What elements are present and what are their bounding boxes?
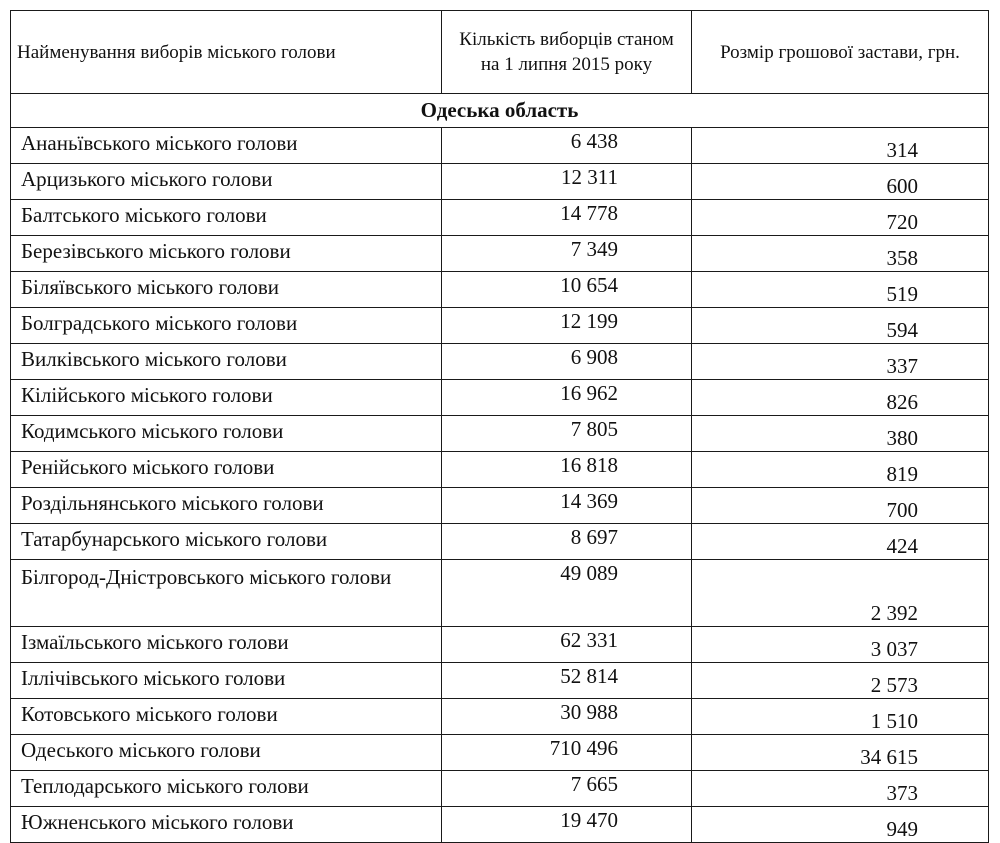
table-row [11,807,989,843]
election-name-cell: Балтського міського голови [11,200,442,236]
table-row [11,236,989,272]
deposit-amount-cell: 314 [692,128,989,164]
table-row [11,200,989,236]
deposit-amount-cell: 1 510 [692,699,989,735]
region-row [11,94,989,128]
table-row [11,524,989,560]
deposit-amount-cell: 380 [692,416,989,452]
table-row [11,699,989,735]
region-title: Одеська область [11,94,989,128]
table-row [11,452,989,488]
election-name-cell: Ізмаїльського міського голови [11,627,442,663]
deposit-amount-cell: 3 037 [692,627,989,663]
voters-count-cell: 710 496 [442,735,692,771]
deposit-amount-cell: 337 [692,344,989,380]
deposit-amount-cell: 2 573 [692,663,989,699]
voters-count-cell: 8 697 [442,524,692,560]
header-election-name: Найменування виборів міського голови [11,11,442,94]
table-row [11,308,989,344]
voters-count-cell: 7 805 [442,416,692,452]
election-name-cell: Котовського міського голови [11,699,442,735]
deposit-amount-cell: 826 [692,380,989,416]
election-name-cell: Іллічівського міського голови [11,663,442,699]
header-voters-count: Кількість виборців станом на 1 липня 2015 року [442,11,692,94]
table-row [11,128,989,164]
voters-count-cell: 19 470 [442,807,692,843]
table-row [11,663,989,699]
mayoral-elections-deposit-table [10,10,989,843]
election-name-cell: Білгород-Дністровського міського голови [11,560,442,627]
table-row [11,488,989,524]
table-row [11,164,989,200]
voters-count-cell: 16 962 [442,380,692,416]
voters-count-cell: 10 654 [442,272,692,308]
voters-count-cell: 16 818 [442,452,692,488]
voters-count-cell: 52 814 [442,663,692,699]
voters-count-cell: 12 199 [442,308,692,344]
deposit-amount-cell: 720 [692,200,989,236]
table-row [11,380,989,416]
deposit-amount-cell: 700 [692,488,989,524]
voters-count-cell: 7 349 [442,236,692,272]
deposit-amount-cell: 594 [692,308,989,344]
table-row [11,627,989,663]
election-name-cell: Роздільнянського міського голови [11,488,442,524]
table-row [11,272,989,308]
election-name-cell: Біляївського міського голови [11,272,442,308]
voters-count-cell: 62 331 [442,627,692,663]
deposit-amount-cell: 819 [692,452,989,488]
voters-count-cell: 14 778 [442,200,692,236]
voters-count-cell: 6 438 [442,128,692,164]
deposit-amount-cell: 358 [692,236,989,272]
election-name-cell: Кодимського міського голови [11,416,442,452]
election-name-cell: Болградського міського голови [11,308,442,344]
header-row [11,11,989,94]
deposit-amount-cell: 373 [692,771,989,807]
table-row [11,416,989,452]
voters-count-cell: 12 311 [442,164,692,200]
voters-count-cell: 30 988 [442,699,692,735]
voters-count-cell: 49 089 [442,560,692,627]
deposit-amount-cell: 34 615 [692,735,989,771]
election-name-cell: Вилківського міського голови [11,344,442,380]
table-row [11,560,989,627]
voters-count-cell: 14 369 [442,488,692,524]
election-name-cell: Южненського міського голови [11,807,442,843]
voters-count-cell: 7 665 [442,771,692,807]
election-name-cell: Ананьївського міського голови [11,128,442,164]
election-name-cell: Березівського міського голови [11,236,442,272]
deposit-amount-cell: 600 [692,164,989,200]
election-name-cell: Ренійського міського голови [11,452,442,488]
table-row [11,735,989,771]
deposit-amount-cell: 424 [692,524,989,560]
election-name-cell: Теплодарського міського голови [11,771,442,807]
election-name-cell: Одеського міського голови [11,735,442,771]
deposit-amount-cell: 949 [692,807,989,843]
table-row [11,344,989,380]
voters-count-cell: 6 908 [442,344,692,380]
deposit-amount-cell: 519 [692,272,989,308]
election-name-cell: Татарбунарського міського голови [11,524,442,560]
header-deposit-amount: Розмір грошової застави, грн. [692,11,989,94]
deposit-amount-cell: 2 392 [692,560,989,627]
table-row [11,771,989,807]
election-name-cell: Арцизького міського голови [11,164,442,200]
election-name-cell: Кілійського міського голови [11,380,442,416]
